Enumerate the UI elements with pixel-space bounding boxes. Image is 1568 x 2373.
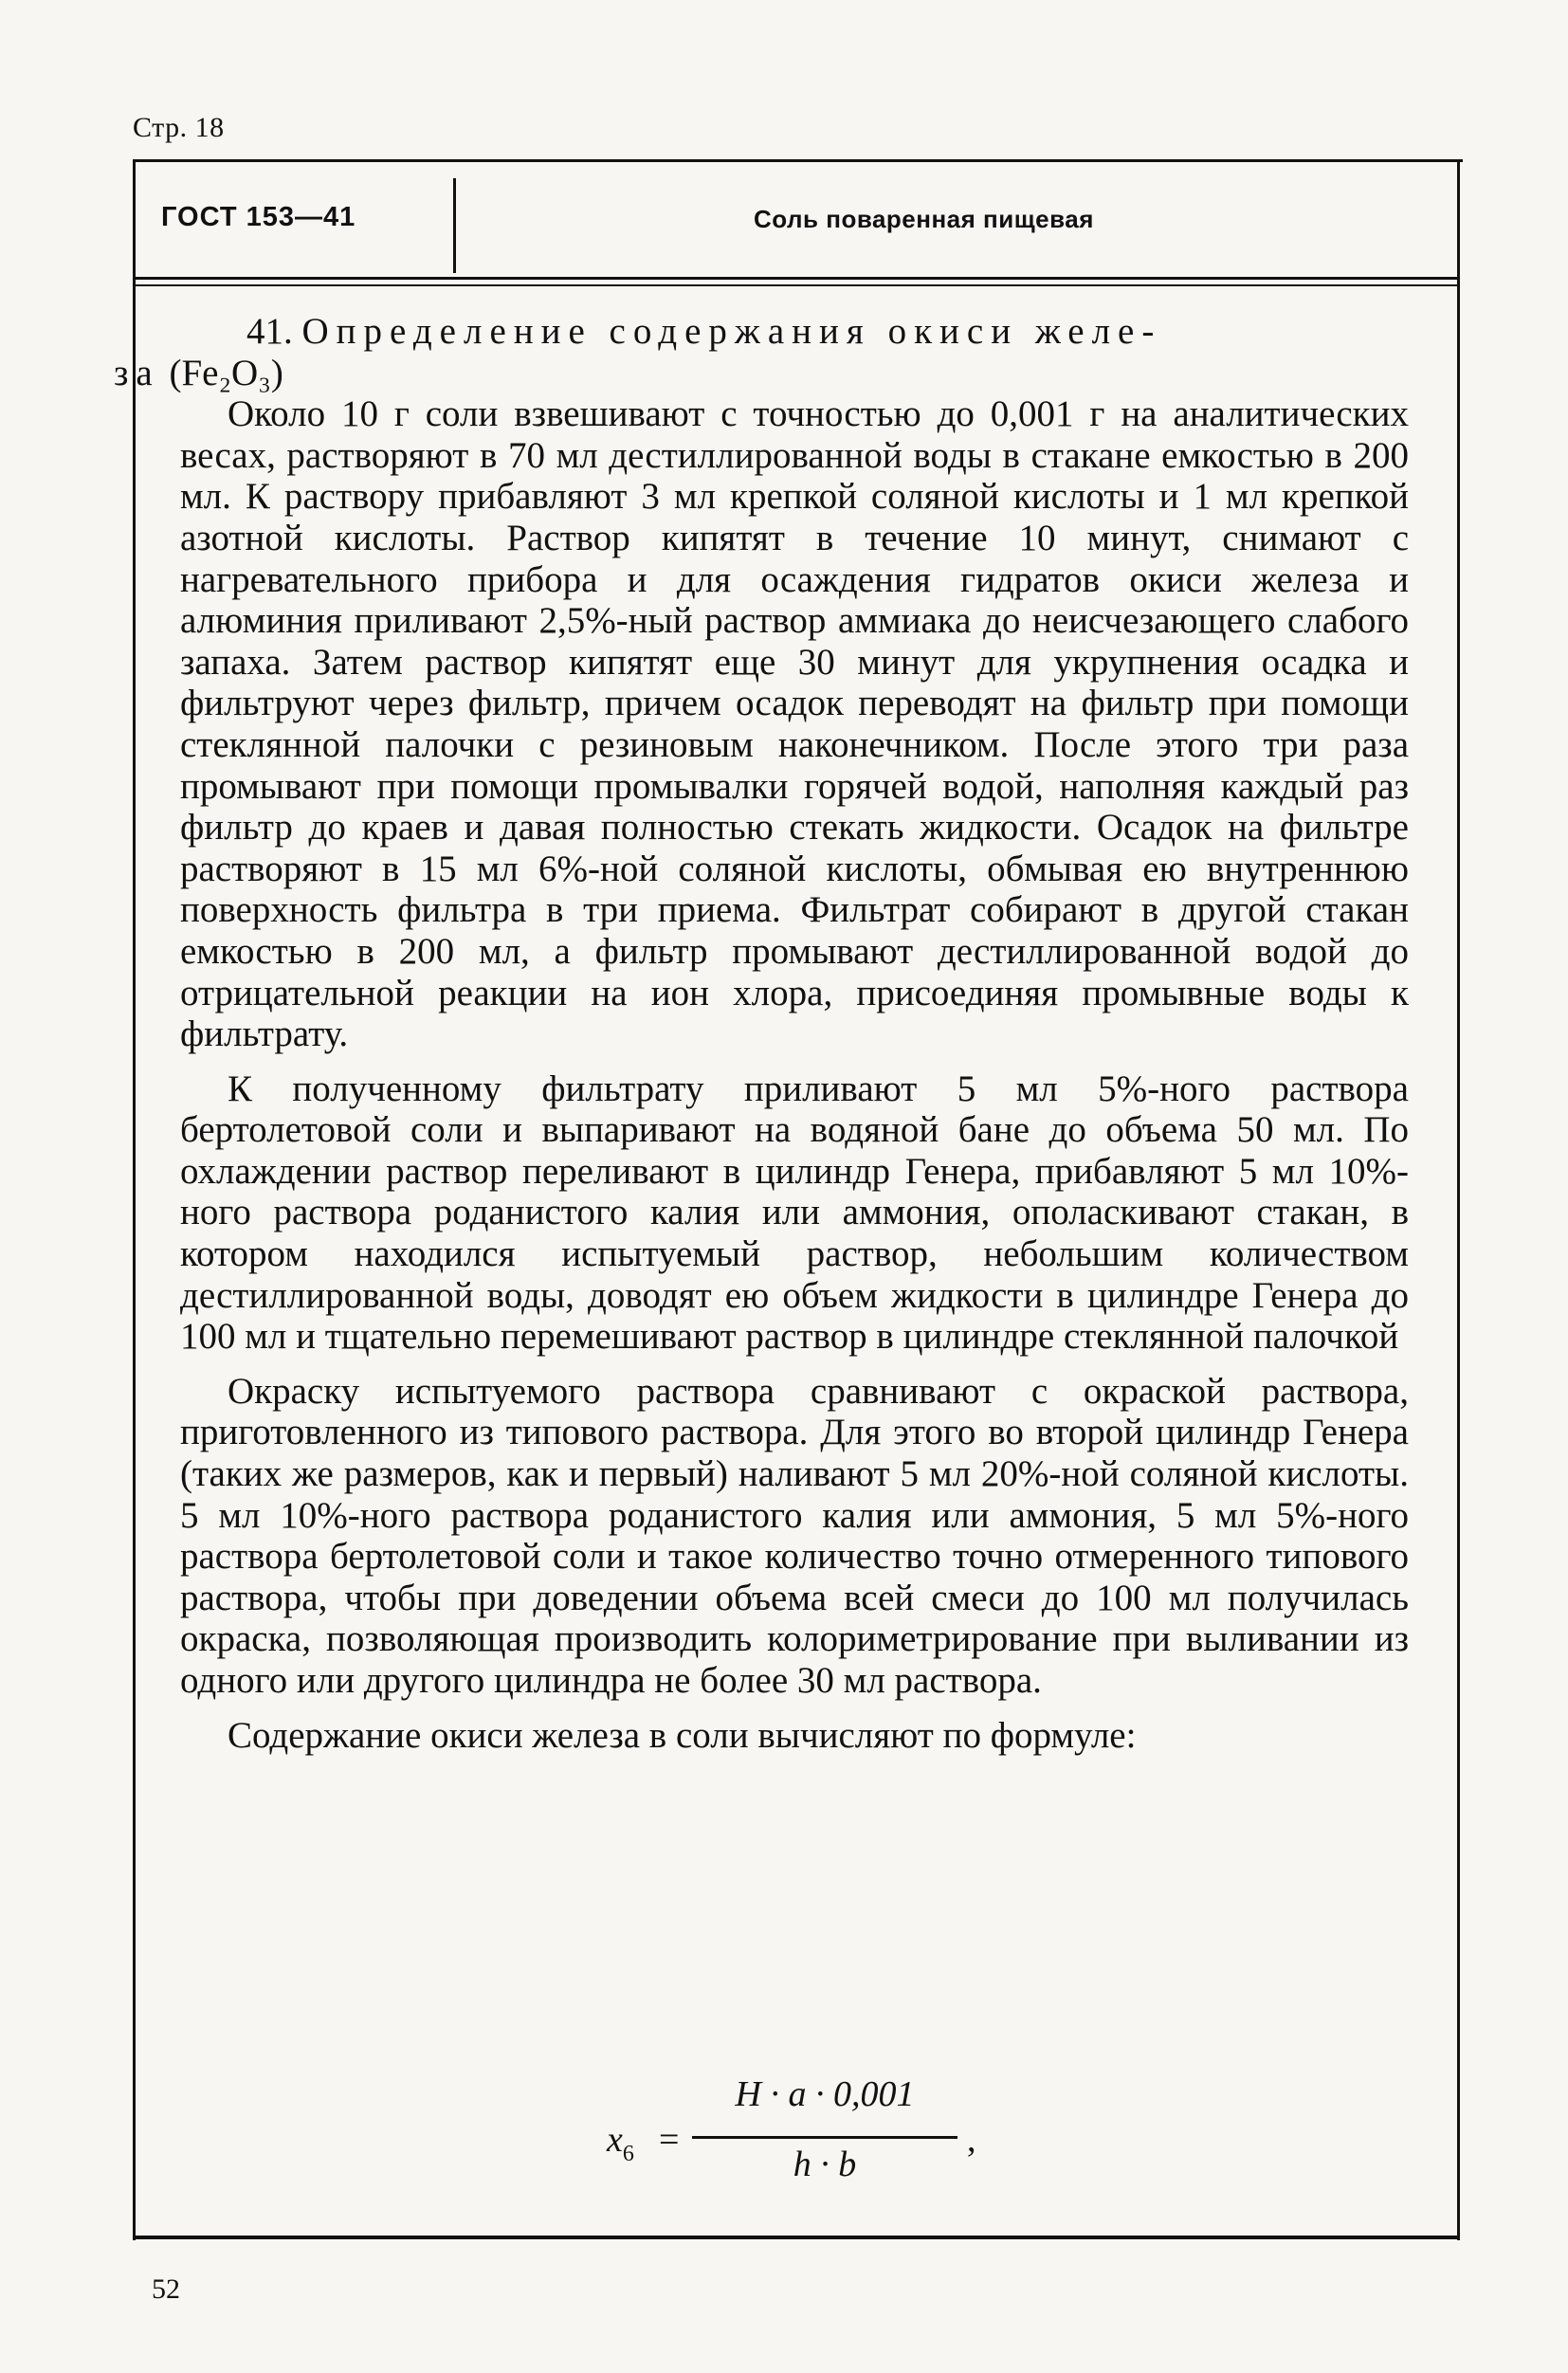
iron-oxide-formula <box>607 2062 1005 2184</box>
formula-denominator: h · b <box>793 2145 857 2184</box>
paragraph-2: К полученному фильтрату приливают 5 мл 5%-ного раствора бертолетовой соли и выпаривают на водяной бане до объема 50 мл. По охлаждении раствор переливают в цилиндр Генера, прибавляют 5 мл 10%-ного раствора роданистого калия или аммония, ополаскивают стакан, в котором находился испытуемый раствор, небольшим количеством дестиллированной воды, доводят ею объем жидкости в цилиндре Генера до 100 мл и тщательно перемешивают раствор в цилиндре стеклянной палочкой <box>180 1068 1409 1358</box>
page-label: Стр. 18 <box>133 112 225 143</box>
formula-numerator: H · a · 0,001 <box>735 2074 915 2114</box>
header-divider <box>453 178 456 273</box>
formula-subscript: 6 <box>622 2142 634 2166</box>
document-title: Соль поваренная пищевая <box>754 205 1094 233</box>
formula-fraction-bar <box>692 2136 957 2139</box>
main-content <box>114 311 1409 1756</box>
section-formula: (Fe₂O₃) <box>169 352 283 393</box>
section-heading-text: Определение содержания окиси желе- <box>301 311 1162 352</box>
paragraph-1: Около 10 г соли взвешивают с точностью до 0,001 г на аналитических весах, растворяют в 70 мл дестиллированной воды в стакане емкостью в 200 мл. К раствору прибавляют 3 мл крепкой соляной кислоты и 1 мл крепкой азотной кислоты. Раствор кипятят в течение 10 минут, снимают с нагревательного прибора и для осаждения гидратов окиси железа и алюминия приливают 2,5%-ный раствор аммиака до неисчезающего слабого запаха. Затем раствор кипятят еще 30 минут для укрупнения осадка и фильтруют через фильтр, причем осадок переводят на фильтр при помощи стеклянной палочки с резиновым наконечником. После этого три раза промывают при помощи промывалки горячей водой, наполняя каждый раз фильтр до краев и давая полностью стекать жидкости. Осадок на фильтре растворяют в 15 мл 6%-ной соляной кислоты, обмывая ею внутреннюю поверхность фильтра в три приема. Фильтрат собирают в другой стакан емкостью в 200 мл, а фильтр промывают дестиллированной водой до отрицательной реакции на ион хлора, присоединяя промывные воды к фильтрату. <box>180 393 1409 1055</box>
section-heading-text-cont: за <box>114 352 160 393</box>
frame-right-border <box>1457 159 1460 2240</box>
page-number: 52 <box>152 2273 180 2305</box>
standard-number: ГОСТ 153—41 <box>161 202 356 232</box>
formula-variable: $x_6$ <box>607 2120 634 2166</box>
paragraph-3: Окраску испытуемого раствора сравнивают с окраской раствора, приготовленного из типового раствора. Для этого во второй цилиндр Генера (таких же размеров, как и первый) наливают 5 мл 20%-ной соляной кислоты. 5 мл 10%-ного раствора роданистого калия или аммония, 5 мл 5%-ного раствора бертолетовой соли и такое количество точно отмеренного типового раствора, чтобы при доведении объема всей смеси до 100 мл получилась окраска, позволяющая производить колориметрирование при выливании из одного или другого цилиндра не более 30 мл раствора. <box>180 1370 1409 1701</box>
formula-equals: = <box>659 2120 680 2160</box>
formula-comma: , <box>967 2120 976 2160</box>
paragraph-4: Содержание окиси железа в соли вычисляют по формуле: <box>228 1714 1137 1756</box>
header-rule-double <box>133 284 1460 286</box>
frame-left-border <box>133 159 136 2240</box>
header-rule <box>133 277 1460 280</box>
bottom-rule <box>133 2236 1460 2239</box>
section-number: 41. <box>246 311 293 352</box>
section-heading <box>114 311 1409 393</box>
